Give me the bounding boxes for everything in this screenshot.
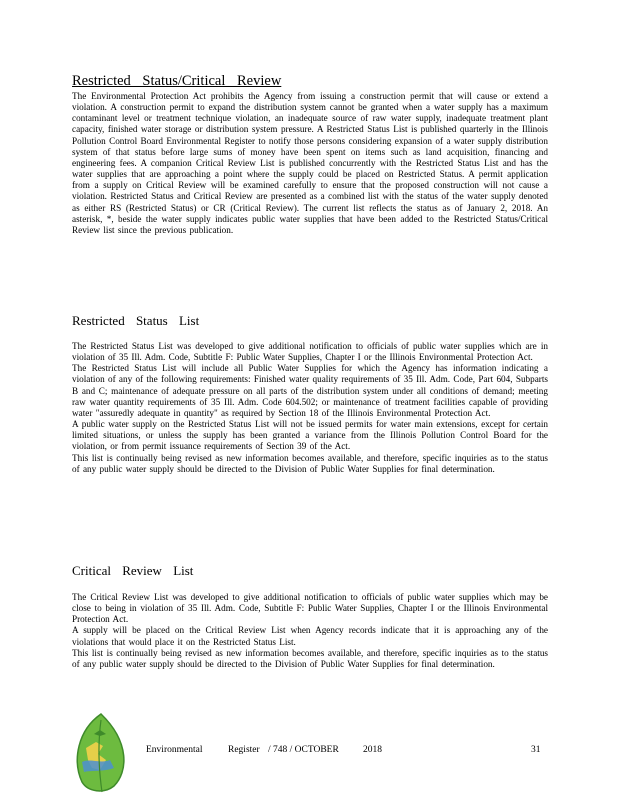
cr-paragraph: A supply will be placed on the Critical Review List when Agency records indicate that it is approaching any of the violations that would place it on the Restricted Status List. [72, 625, 548, 647]
page-title: Restricted Status/Critical Review [72, 73, 282, 89]
intro-paragraph [72, 91, 548, 236]
rs-paragraph: A public water supply on the Restricted Status List will not be issued permits for water main extensions, except for certain limited situations, or unless the supply has been granted a variance from the Illinois Pollution Control Board for the violation, or from permit issuance requirements of Section 39 of the Act. [72, 419, 548, 452]
footer-register: Register [228, 745, 260, 755]
cr-paragraph: The Critical Review List was developed to give additional notification to officials of public water supplies which may be close to being in violation of 35 Ill. Adm. Code, Subtitle F: Public Water Supplies, Chapter I or the Illinois Environmental Protection Act. [72, 592, 548, 625]
cr-paragraph: This list is continually being revised as new information becomes available, and therefore, specific inquiries as to the status of any public water supply should be directed to the Division of Public Water Supplies for final determination. [72, 647, 548, 669]
restricted-status-section [72, 341, 548, 475]
footer-year: 2018 [363, 745, 382, 755]
intro-text: The Environmental Protection Act prohibits the Agency from issuing a construction permit that will cause or extend a violation. A construction permit to expand the distribution system cannot be granted when a water supply has a maximum contaminant level or treatment technique violation, an inadequate source of raw water supply, inadequate treatment plant capacity, finished water storage or distribution system pressure. A Restricted Status List is published quarterly in the Illinois Pollution Control Board Environmental Register to notify those persons considering expansion of a water supply distribution system of that status before large sums of money have been spent on items such as land acquisition, financing and engineering fees. A companion Critical Review List is published concurrently with the Restricted Status List and has the water supplies that are approaching a point where the supply could be placed on Restricted Status. A permit application from a supply on Critical Review will be examined carefully to ensure that the proposed construction will not cause a violation. Restricted Status and Critical Review are presented as a combined list with the status of the water supply denoted as either RS (Restricted Status) or CR (Critical Review). The current list reflects the status as of January 2, 2018. An asterisk, *, beside the water supply indicates public water supplies that have been added to the Restricted Status/Critical Review list since the previous publication. [72, 91, 548, 235]
illinois-leaf-logo-icon [70, 712, 132, 796]
footer-issue: / 748 / OCTOBER [268, 745, 339, 755]
footer-publication: Environmental [146, 745, 203, 755]
rs-paragraph: The Restricted Status List will include all Public Water Supplies for which the Agency has information indicating a violation of any of the following requirements: Finished water quality requirements of 35 Ill. Adm. Code, Part 604, Subparts B and C; maintenance of adequate pressure on all parts of the distribution system under all conditions of demand; meeting raw water quantity requirements of 35 Ill. Adm. Code 604.502; or maintenance of treatment facilities capable of providing water "assuredly adequate in quantity" as required by Section 18 of the Illinois Environmental Protection Act. [72, 363, 548, 418]
critical-review-heading: Critical Review List [72, 563, 194, 578]
rs-paragraph: The Restricted Status List was developed to give additional notification to officials of public water supplies which are in violation of 35 Ill. Adm. Code, Subtitle F: Public Water Supplies, Chapter I or the Illinois Environmental Protection Act. [72, 341, 548, 363]
page-number: 31 [531, 745, 541, 755]
rs-paragraph: This list is continually being revised as new information becomes available, and therefore, specific inquiries as to the status of any public water supply should be directed to the Division of Public Water Supplies for final determination. [72, 452, 548, 474]
restricted-status-heading: Restricted Status List [72, 313, 200, 328]
critical-review-section [72, 592, 548, 670]
